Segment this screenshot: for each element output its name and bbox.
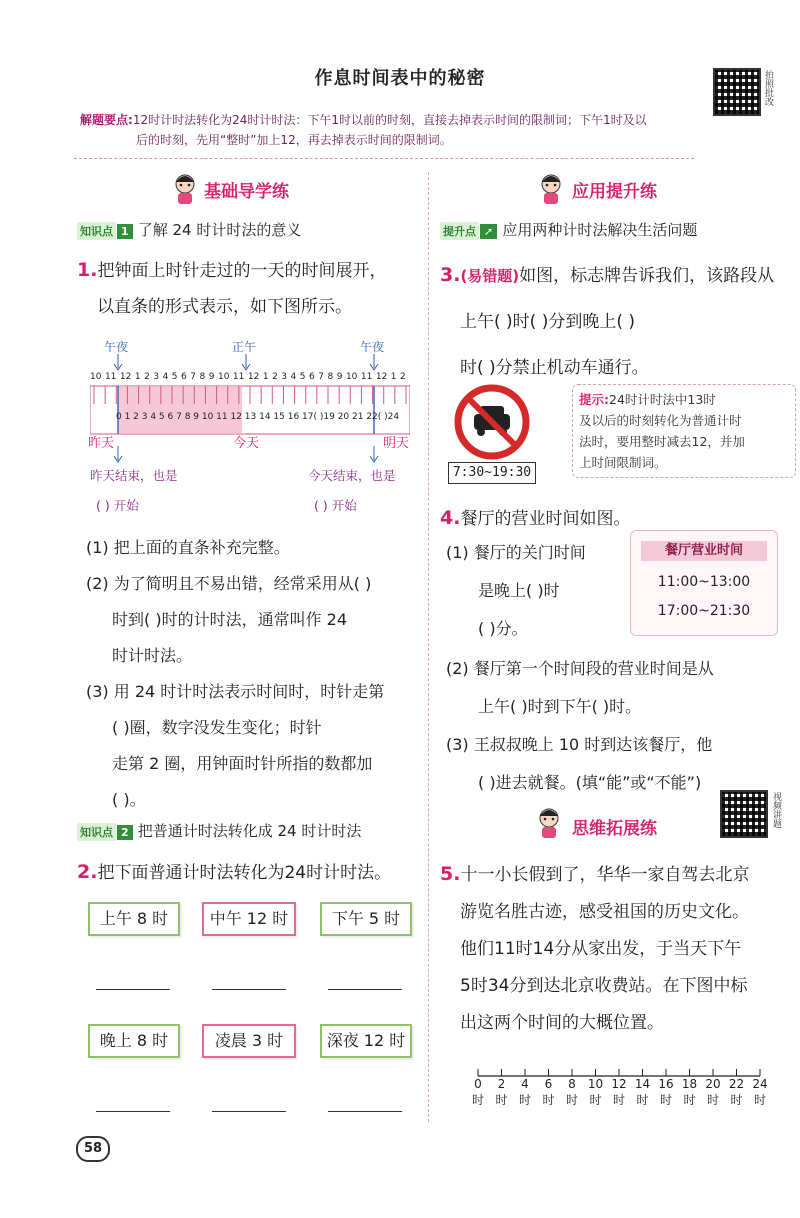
knowledge-point-2 <box>77 820 361 841</box>
label-tomorrow: 明天 <box>383 436 410 451</box>
timeline-top-tick: 12 <box>247 372 260 382</box>
question-4-sub1 <box>446 534 626 648</box>
hint-box <box>572 384 796 478</box>
question-number: 4. <box>440 507 461 529</box>
hint-line: 及以后的时刻转化为普通计时 <box>579 413 742 428</box>
answer-blank[interactable] <box>212 1110 286 1112</box>
axis-unit: 时 <box>636 1093 649 1107</box>
timeline-top-tick: 11 <box>232 372 245 382</box>
axis-unit: 时 <box>683 1093 696 1107</box>
sub-2b: 上午( )时到下午( )时。 <box>478 697 642 716</box>
hint-line: 上时间限制词。 <box>579 455 667 470</box>
timeline-down-arrows <box>110 446 390 466</box>
error-prone-tag: (易错题) <box>460 267 520 285</box>
sub-2a: (2) 餐厅第一个时间段的营业时间是从 <box>446 659 714 678</box>
kp-tag: 知识点 <box>77 222 116 240</box>
sub-1b: 是晚上( )时 <box>478 581 560 600</box>
question-text: 如图，标志牌告诉我们，该路段从 <box>519 266 775 286</box>
timeline-top-tick: 9 <box>208 372 215 382</box>
timeline-top-tick: 4 <box>290 372 297 382</box>
timeline-top-tick: 1 <box>262 372 269 382</box>
question-text: 十一小长假到了，华华一家自驾去北京 <box>460 865 750 885</box>
axis-number: 4 <box>521 1077 529 1091</box>
timeline-bottom-ticks: 0 1 2 3 4 5 6 7 8 9 10 11 12 13 14 15 16 17( )19 20 21 22( )24 <box>116 412 400 422</box>
label-yesterday: 昨天 <box>88 436 115 451</box>
number-line-label <box>586 1076 606 1108</box>
timeline-top-tick: 10 <box>345 372 358 382</box>
answer-blank[interactable] <box>328 988 402 990</box>
timeline-top-tick: 3 <box>281 372 288 382</box>
hours-row: 11:00~13:00 <box>657 574 751 590</box>
section-basic-title: 基础导学练 <box>204 182 289 202</box>
time-card: 中午 12 时 <box>202 902 296 936</box>
axis-unit: 时 <box>542 1093 555 1107</box>
axis-unit: 时 <box>612 1093 625 1107</box>
answer-blank[interactable] <box>328 1110 402 1112</box>
timeline-top-tick: 8 <box>327 372 334 382</box>
timeline-top-tick: 1 <box>134 372 141 382</box>
question-text: 把钟面上时针走过的一天的时间展开， <box>97 261 387 281</box>
restaurant-hours-card <box>630 530 778 636</box>
number-line-label <box>633 1076 653 1108</box>
question-text: 把下面普通计时法转化为24时计时法。 <box>97 863 392 883</box>
axis-number: 6 <box>544 1077 553 1091</box>
axis-number: 22 <box>728 1077 745 1091</box>
hours-title: 餐厅营业时间 <box>641 541 767 561</box>
axis-unit: 时 <box>471 1093 484 1107</box>
sign-time: 7:30~19:30 <box>448 462 536 484</box>
kp-arrow-icon: ➚ <box>480 224 497 239</box>
question-5 <box>440 856 785 1042</box>
timeline-top-tick: 2 <box>144 372 150 382</box>
axis-unit: 时 <box>706 1093 719 1107</box>
number-line-labels <box>466 1076 766 1116</box>
axis-number: 18 <box>681 1077 698 1091</box>
timeline-top-tick: 6 <box>309 372 315 382</box>
mascot-icon <box>536 172 566 206</box>
axis-unit: 时 <box>753 1093 766 1107</box>
timeline-top-tick: 6 <box>181 372 187 382</box>
timeline-top-tick: 2 <box>400 372 406 382</box>
question-number: 5. <box>440 863 461 885</box>
sub-3b: ( )进去就餐。(填“能”或“不能”) <box>478 773 702 792</box>
number-line-label <box>703 1076 723 1108</box>
note-left-2: ( ) 开始 <box>96 498 139 513</box>
qr-code-video[interactable] <box>720 790 768 838</box>
axis-unit: 时 <box>589 1093 602 1107</box>
question-1-subparts <box>86 530 426 818</box>
sub-3b: ( )圈，数字没发生变化；时针 <box>112 718 322 737</box>
sub-3a: (3) 王叔叔晚上 10 时到达该餐厅，他 <box>446 735 713 754</box>
question-1 <box>77 252 422 325</box>
tip-text-1: 12时计时法转化为24时计时法：下午1时以前的时刻，直接去掉表示时间的限制词；下午1时及以 <box>132 113 647 127</box>
answer-blank[interactable] <box>96 988 170 990</box>
improve-point <box>440 219 697 240</box>
page-number: 58 <box>76 1136 110 1162</box>
knowledge-point-1 <box>77 219 301 240</box>
sub-1: (1) 把上面的直条补充完整。 <box>86 538 290 557</box>
header-divider <box>74 158 694 159</box>
kp-tag: 提升点 <box>440 222 479 240</box>
no-motor-vehicle-sign-icon <box>452 382 532 462</box>
number-line-label <box>609 1076 629 1108</box>
time-card: 下午 5 时 <box>320 902 412 936</box>
hint-label: 提示: <box>579 392 609 407</box>
axis-number: 0 <box>474 1077 482 1091</box>
kp-text: 把普通计时法转化成 24 时计时法 <box>137 822 362 840</box>
timeline-top-tick: 11 <box>360 372 373 382</box>
timeline-top-tick: 8 <box>199 372 206 382</box>
axis-unit: 时 <box>730 1093 743 1107</box>
sub-2a: (2) 为了简明且不易出错，经常采用从( ) <box>86 574 372 593</box>
axis-number: 10 <box>587 1077 604 1091</box>
kp-tag: 知识点 <box>77 823 116 841</box>
question-2 <box>77 854 422 891</box>
hint-line: 法时，要用整时减去12，并加 <box>579 434 745 449</box>
timeline-top-tick: 4 <box>162 372 169 382</box>
timeline-top-ticks <box>90 372 406 382</box>
mascot-icon <box>170 172 200 206</box>
section-apply-title: 应用提升练 <box>572 182 657 202</box>
timeline-top-tick: 5 <box>171 372 178 382</box>
question-number: 1. <box>77 259 98 281</box>
tip-text-2: 后的时刻，先用“整时”加上12，再去掉表示时间的限制词。 <box>136 133 452 147</box>
timeline-top-tick: 9 <box>336 372 343 382</box>
number-line-label <box>680 1076 700 1108</box>
axis-number: 2 <box>497 1077 506 1091</box>
timeline-top-tick: 12 <box>375 372 388 382</box>
timeline-top-tick: 7 <box>190 372 196 382</box>
axis-number: 16 <box>658 1077 674 1091</box>
kp-num: 2 <box>117 825 133 840</box>
time-card: 上午 8 时 <box>88 902 180 936</box>
question-text: 时( )分禁止机动车通行。 <box>460 358 649 378</box>
column-divider <box>428 172 429 1122</box>
hours-row: 17:00~21:30 <box>657 603 751 619</box>
mascot-icon <box>534 806 564 840</box>
axis-unit: 时 <box>565 1093 578 1107</box>
tip-label: 解题要点: <box>80 113 133 127</box>
note-right-2: ( ) 开始 <box>314 498 357 513</box>
axis-number: 8 <box>568 1077 576 1091</box>
kp-text: 了解 24 时计时法的意义 <box>137 221 302 239</box>
answer-blank[interactable] <box>212 988 286 990</box>
question-text: 餐厅的营业时间如图。 <box>460 509 631 529</box>
number-line-label <box>750 1076 770 1108</box>
tip-box <box>80 110 690 150</box>
sub-3d: ( )。 <box>112 790 146 809</box>
time-card: 凌晨 3 时 <box>202 1024 296 1058</box>
number-line-label <box>515 1076 535 1108</box>
axis-number: 12 <box>611 1077 627 1091</box>
timeline-top-tick: 7 <box>318 372 324 382</box>
axis-unit: 时 <box>495 1093 508 1107</box>
section-extend-title: 思维拓展练 <box>572 819 657 839</box>
sub-3a: (3) 用 24 时计时法表示时间时，时针走第 <box>86 682 385 701</box>
question-text: 他们11时14分从家出发，于当天下午 <box>460 939 742 959</box>
question-text: 出这两个时间的大概位置。 <box>460 1013 664 1033</box>
question-text: 以直条的形式表示，如下图所示。 <box>97 297 352 317</box>
question-text: 游览名胜古迹，感受祖国的历史文化。 <box>460 902 749 922</box>
sub-2b: 时到( )时的计时法，通常叫作 24 <box>112 610 348 629</box>
question-number: 2. <box>77 861 98 883</box>
timeline-top-tick: 3 <box>153 372 160 382</box>
timeline-arrows <box>110 354 390 372</box>
number-line-label <box>468 1076 488 1108</box>
question-4-sub2-3 <box>446 650 791 802</box>
axis-unit: 时 <box>518 1093 531 1107</box>
note-right-1: 今天结束，也是 <box>308 468 396 483</box>
number-line-label <box>539 1076 559 1108</box>
sub-1c: ( )分。 <box>478 619 528 638</box>
time-card: 晚上 8 时 <box>88 1024 180 1058</box>
page-title: 作息时间表中的秘密 <box>314 68 486 89</box>
label-today: 今天 <box>233 436 260 451</box>
timeline-top-tick: 5 <box>299 372 306 382</box>
axis-unit: 时 <box>659 1093 672 1107</box>
number-line-label <box>656 1076 676 1108</box>
question-number: 3. <box>440 264 461 286</box>
sub-3c: 走第 2 圈，用钟面时针所指的数都加 <box>112 754 373 773</box>
kp-text: 应用两种计时法解决生活问题 <box>502 221 698 239</box>
qr-code-top[interactable] <box>713 68 761 116</box>
number-line-label <box>492 1076 512 1108</box>
timeline-top-tick: 1 <box>390 372 397 382</box>
kp-num: 1 <box>117 224 133 239</box>
answer-blank[interactable] <box>96 1110 170 1112</box>
axis-number: 14 <box>634 1077 651 1091</box>
qr-label-video: 视频讲题 <box>771 792 781 828</box>
number-line-label <box>727 1076 747 1108</box>
sub-1a: (1) 餐厅的关门时间 <box>446 543 586 562</box>
sub-2c: 时计时法。 <box>112 646 193 665</box>
label-midnight-left: 午夜 <box>104 340 129 354</box>
timeline-top-tick: 11 <box>104 372 117 382</box>
question-3 <box>440 252 785 391</box>
label-noon: 正午 <box>232 340 257 354</box>
timeline-top-tick: 12 <box>119 372 132 382</box>
question-text: 上午( )时( )分到晚上( ) <box>460 312 636 332</box>
label-midnight-right: 午夜 <box>360 340 385 354</box>
note-left-1: 昨天结束，也是 <box>90 468 178 483</box>
timeline-top-tick: 2 <box>272 372 278 382</box>
time-card: 深夜 12 时 <box>320 1024 412 1058</box>
question-text: 5时34分到达北京收费站。在下图中标 <box>460 976 748 996</box>
timeline-top-tick: 10 <box>217 372 230 382</box>
axis-number: 20 <box>705 1077 721 1091</box>
number-line-label <box>562 1076 582 1108</box>
axis-number: 24 <box>752 1077 768 1091</box>
timeline-top-tick: 10 <box>90 372 102 382</box>
qr-label-top: 拍照批改 <box>763 70 773 106</box>
hint-line: 24时计时法中13时 <box>609 392 716 407</box>
